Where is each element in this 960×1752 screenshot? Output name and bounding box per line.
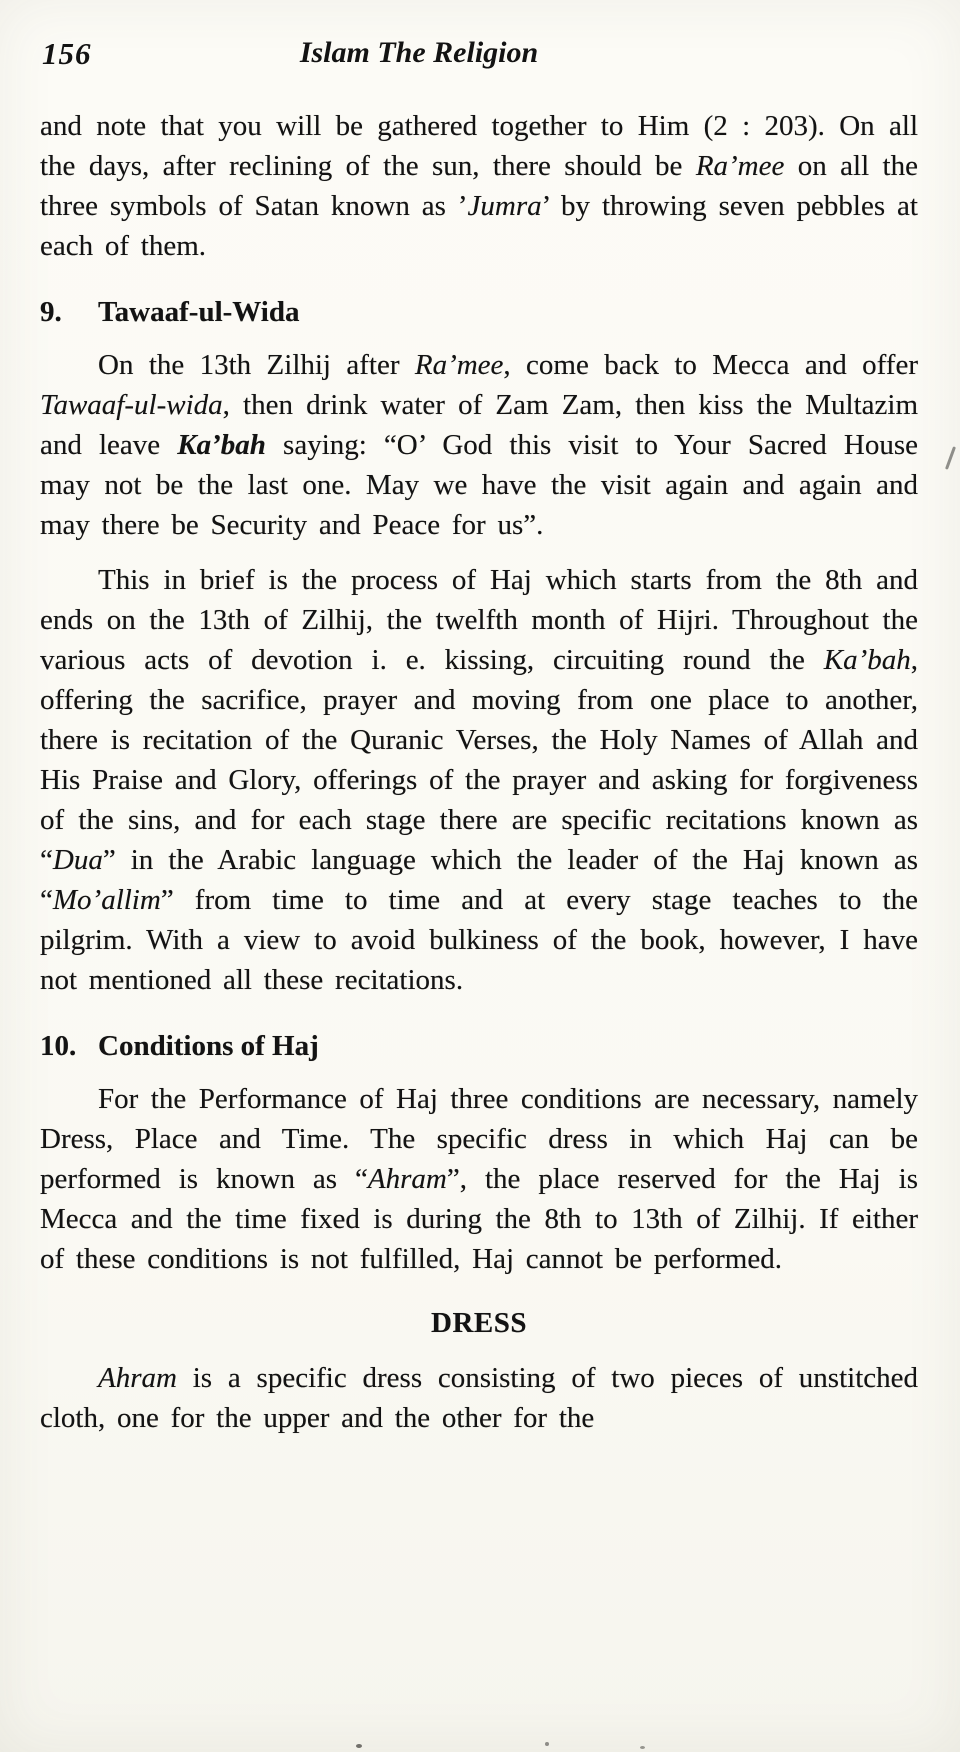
emphasized-term: Mo’allim: [52, 884, 161, 916]
paragraph-ahram: [40, 1358, 918, 1438]
section-number: 10.: [40, 1030, 77, 1062]
scan-artifact-speck: [356, 1744, 362, 1748]
emphasized-term: Ahram: [367, 1163, 447, 1195]
section-number: 9.: [40, 296, 62, 328]
text-run: is a specific dress consisting of two pieces of unstitched cloth, one for the upper and the other for the: [40, 1362, 918, 1434]
text-run: , then drink water of Zam Zam, then kiss the Multazim and leave: [40, 389, 918, 461]
section-heading-tawaaf-ul-wida: [40, 292, 918, 332]
paragraph-haj-summary: [40, 560, 918, 1000]
scan-artifact-tick: [945, 446, 956, 470]
text-run: ”, the place reserved for the Haj is Mecca and the time fixed is during the 8th to 13th of Zilhij. If either of these conditions is not fulfilled, Haj cannot be performed.: [40, 1163, 918, 1275]
text-run: , offering the sacrifice, prayer and moving from one place to another, there is recitation of the Quranic Verses, the Holy Names of Allah and His Praise and Glory, offerings of the prayer and asking for forgiveness of the sins, and for each stage there are specific recitations known as “: [40, 644, 918, 876]
emphasized-term: Ahram: [98, 1362, 177, 1394]
text-run: ” from time to time and at every stage teaches to the pilgrim. With a view to avoid bulkiness of the book, however, I have not mentioned all these recitations.: [40, 884, 918, 996]
text-run: For the Performance of Haj three conditions are necessary, namely Dress, Place and Time. The specific dress in which Haj can be performed is known as “: [40, 1083, 918, 1195]
emphasized-term: Ra’mee: [695, 150, 785, 182]
emphasized-term: Ka’bah: [177, 429, 266, 461]
scan-artifact-speck: [640, 1746, 645, 1749]
scan-artifact-speck: [545, 1742, 549, 1746]
section-title: Conditions of Haj: [98, 1030, 319, 1062]
running-title: Islam The Religion: [299, 36, 539, 69]
subheading-dress: DRESS: [431, 1307, 527, 1339]
text-run: saying: “O’ God this visit to Your Sacred House may not be the last one. May we have the visit again and again and may there be Security and Peace for us”.: [40, 429, 919, 541]
emphasized-term: Jumra: [467, 190, 542, 222]
emphasized-term: Ka’bah: [823, 644, 911, 676]
emphasized-term: Ra’mee: [414, 349, 504, 381]
paragraph-tawaaf: [40, 345, 918, 545]
section-heading-conditions-of-haj: [40, 1026, 918, 1066]
section-title: Tawaaf-ul-Wida: [98, 296, 300, 328]
text-run: on all the three symbols of Satan known as ’: [40, 150, 918, 222]
paragraph-continuation: [40, 106, 918, 266]
text-run: and note that you will be gathered together to Him (2 : 203). On all the days, after reclining of the sun, there should be: [40, 110, 918, 182]
emphasized-term: Dua: [52, 844, 103, 876]
emphasized-term: Tawaaf-ul-wida: [40, 389, 223, 421]
page-body: [40, 106, 918, 1438]
text-run: ” in the Arabic language which the leader of the Haj known as “: [40, 844, 918, 916]
paragraph-conditions: [40, 1079, 918, 1279]
page-header: [40, 36, 918, 82]
page-number: 156: [42, 36, 92, 71]
text-run: , come back to Mecca and offer: [503, 349, 918, 381]
text-run: On the 13th Zilhij after: [98, 349, 415, 381]
text-run: ’ by throwing seven pebbles at each of them.: [40, 190, 918, 262]
text-run: This in brief is the process of Haj which starts from the 8th and ends on the 13th of Zilhij, the twelfth month of Hijri. Throughout the various acts of devotion i. e. kissing, circuiting round the: [40, 564, 918, 676]
